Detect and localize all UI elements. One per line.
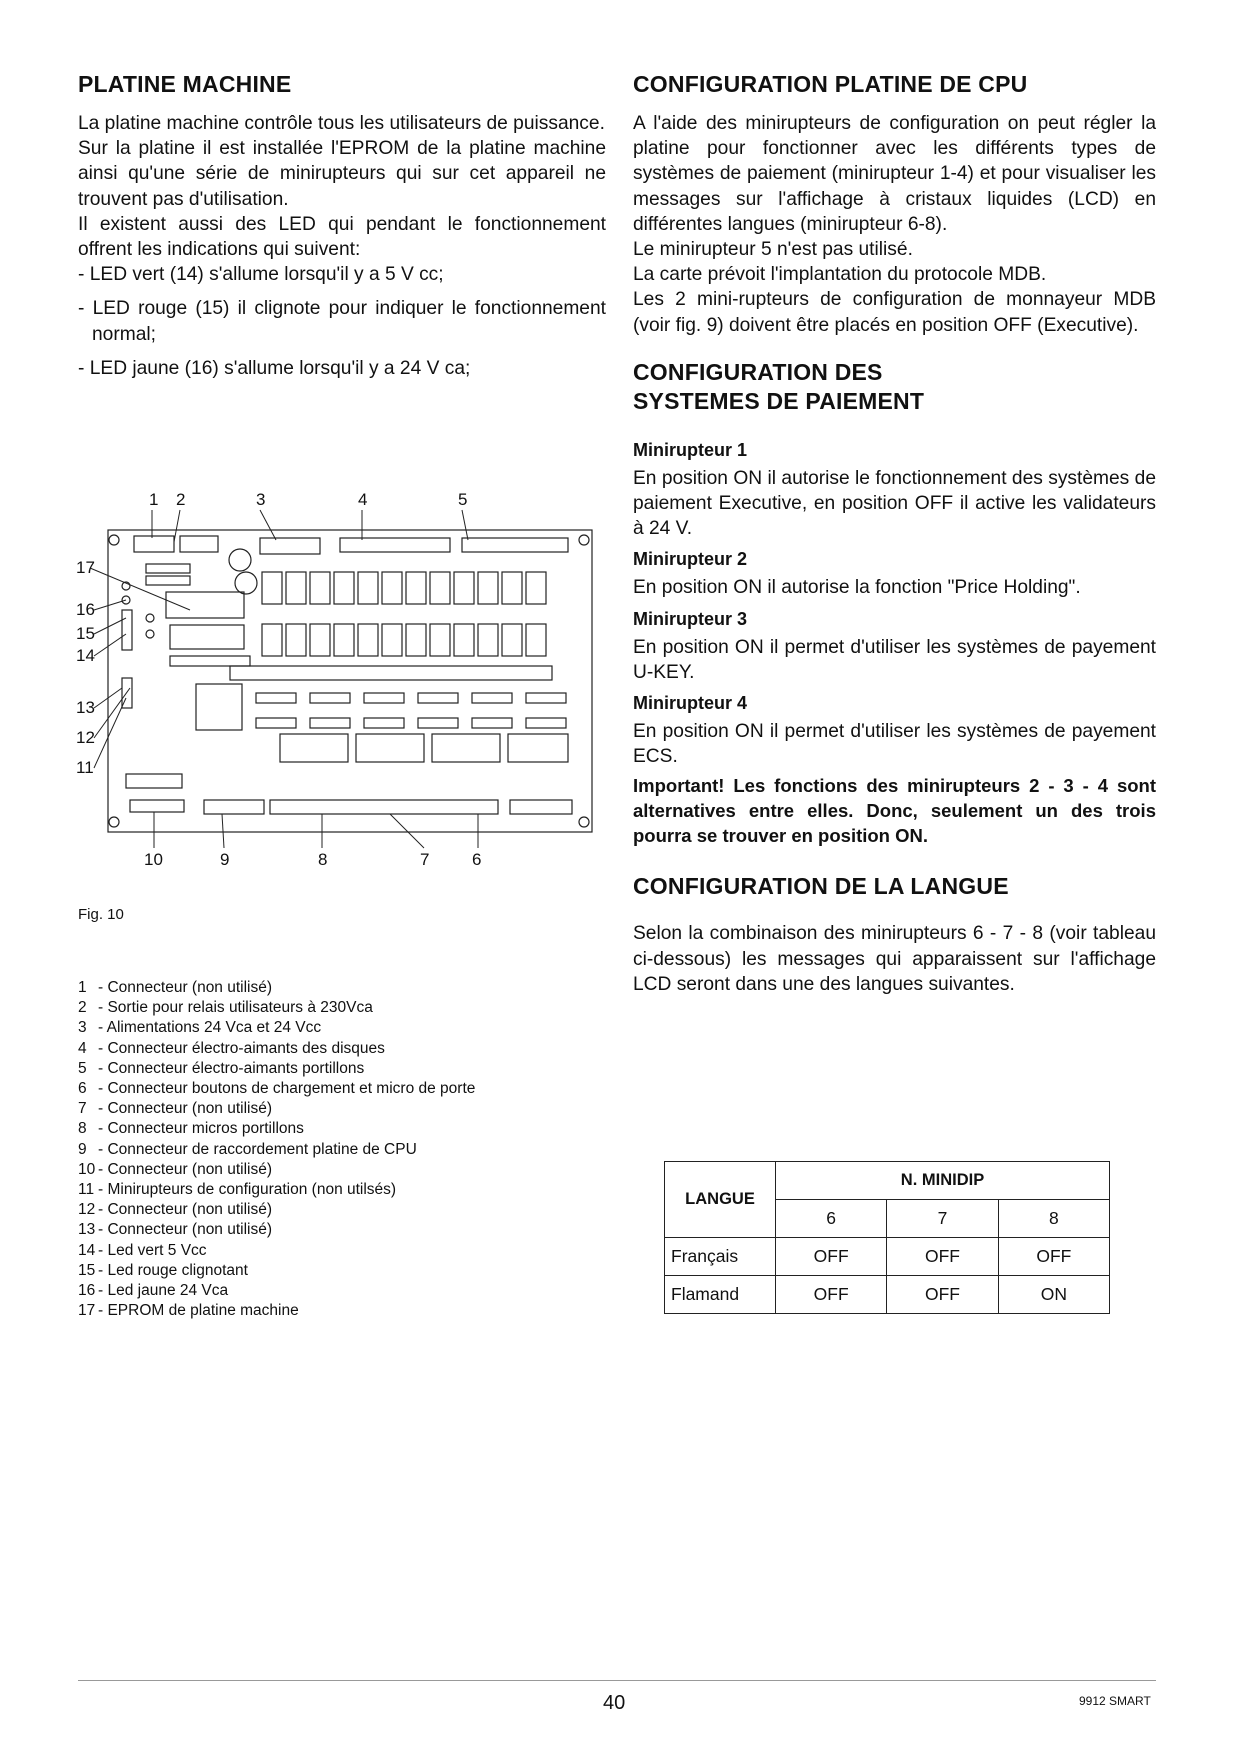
led-item-red: - LED rouge (15) il clignote pour indiquer le fonctionnement normal;: [78, 298, 606, 345]
table-row: [665, 1276, 1110, 1314]
legend-item: 8 - Connecteur micros portillons: [78, 1120, 304, 1138]
callout-11: 11: [76, 758, 94, 777]
legend-item: 14 - Led vert 5 Vcc: [78, 1241, 207, 1259]
legend-item: 4 - Connecteur électro-aimants des disques: [78, 1039, 385, 1057]
callout-1: 1: [149, 490, 159, 509]
table-row: [665, 1238, 1110, 1276]
legend-item: 11 - Minirupteurs de configuration (non utilsés): [78, 1181, 397, 1199]
value-cell: OFF: [776, 1276, 887, 1314]
paragraph: Il existent aussi des LED qui pendant le fonctionnement offrent les indications qui suivent:: [78, 213, 606, 261]
figure-caption: Fig. 10: [78, 906, 124, 923]
legend-item: 10 - Connecteur (non utilisé): [78, 1160, 273, 1178]
minirupteur-title: Minirupteur 1: [633, 439, 748, 460]
dip-6: 6: [776, 1200, 887, 1238]
right-column: [633, 70, 1156, 997]
value-cell: OFF: [887, 1238, 998, 1276]
callout-14: 14: [76, 646, 95, 665]
minirupteur-title: Minirupteur 3: [633, 608, 748, 629]
dip-7: 7: [887, 1200, 998, 1238]
callout-2: 2: [176, 490, 186, 509]
figure-legend: [78, 978, 578, 1321]
minirupteur-2-block: [633, 547, 1156, 600]
paragraph: Le minirupteur 5 n'est pas utilisé.: [633, 239, 913, 261]
paragraph: Sur la platine il est installée l'EPROM de la platine machine ainsi qu'une série de minirupteurs qui sur cet appareil ne trouvent pas d'utilisation.: [78, 138, 606, 210]
callout-17: 17: [76, 558, 95, 577]
language-table: [664, 1161, 1110, 1314]
legend-item: 9 - Connecteur de raccordement platine de CPU: [78, 1140, 417, 1158]
heading-platine-machine: PLATINE MACHINE: [78, 71, 292, 97]
callout-12: 12: [76, 728, 95, 747]
legend-item: 17 - EPROM de platine machine: [78, 1302, 299, 1320]
footer-divider: [78, 1680, 1156, 1681]
circuit-board-figure: [70, 488, 600, 868]
minirupteur-title: Minirupteur 2: [633, 549, 748, 570]
table-header-row: [665, 1162, 1110, 1200]
legend-item: 7 - Connecteur (non utilisé): [78, 1100, 273, 1118]
callout-13: 13: [76, 698, 95, 717]
minirupteur-3-block: [633, 607, 1156, 685]
important-note: Important! Les fonctions des minirupteurs 2 - 3 - 4 sont alternatives entre elles. Donc, seulement un des trois pourra se trouver en position ON.: [633, 775, 1156, 847]
callout-8: 8: [318, 850, 328, 869]
minirupteur-1-block: [633, 438, 1156, 542]
paragraph: En position ON il autorise le fonctionnement des systèmes de paiement Executive, en position OFF il active les validateurs à 24 V.: [633, 467, 1156, 540]
paragraph: Selon la combinaison des minirupteurs 6 - 7 - 8 (voir tableau ci-dessous) les messages qui apparaissent sur l'affichage LCD seront dans une des langues suivantes.: [633, 923, 1156, 995]
legend-item: 16 - Led jaune 24 Vca: [78, 1282, 229, 1300]
paragraph: En position ON il autorise la fonction "Price Holding".: [633, 577, 1081, 599]
callout-15: 15: [76, 624, 95, 643]
callout-4: 4: [358, 490, 368, 509]
lang-cell: Français: [665, 1238, 776, 1276]
paragraph: La carte prévoit l'implantation du protocole MDB.: [633, 264, 1047, 286]
legend-item: 3 - Alimentations 24 Vca et 24 Vcc: [78, 1019, 322, 1037]
lang-cell: Flamand: [665, 1276, 776, 1314]
dip-8: 8: [998, 1200, 1109, 1238]
callout-5: 5: [458, 490, 468, 509]
paragraph: La platine machine contrôle tous les utilisateurs de puissance.: [78, 113, 605, 134]
heading-systemes-paiement: CONFIGURATION DES SYSTEMES DE PAIEMENT: [633, 358, 925, 414]
paragraph: En position ON il permet d'utiliser les systèmes de payement U-KEY.: [633, 636, 1156, 683]
legend-item: 12 - Connecteur (non utilisé): [78, 1201, 273, 1219]
value-cell: OFF: [776, 1238, 887, 1276]
callout-7: 7: [420, 850, 430, 869]
callout-16: 16: [76, 600, 95, 619]
callout-6: 6: [472, 850, 482, 869]
minirupteur-title: Minirupteur 4: [633, 693, 748, 714]
callout-10: 10: [144, 850, 163, 869]
callout-9: 9: [220, 850, 230, 869]
value-cell: ON: [998, 1276, 1109, 1314]
led-item-yellow: - LED jaune (16) s'allume lorsqu'il y a 24 V ca;: [78, 357, 471, 379]
circuit-board-drawing: [70, 488, 600, 868]
minirupteur-4-block: [633, 691, 1156, 769]
page-number: 40: [603, 1692, 626, 1714]
header-minidip: N. MINIDIP: [776, 1162, 1110, 1200]
document-code: 9912 SMART: [1079, 1694, 1151, 1708]
paragraph: Les 2 mini-rupteurs de configuration de monnayeur MDB (voir fig. 9) doivent être placés en position OFF (Executive).: [633, 289, 1156, 336]
callout-3: 3: [256, 490, 266, 509]
heading-configuration-langue: CONFIGURATION DE LA LANGUE: [633, 873, 1009, 900]
paragraph: A l'aide des minirupteurs de configuration on peut régler la platine pour fonctionner avec les différents types de systèmes de paiement (minirupteur 1-4) et pour visualiser les messages sur l'affichage à cristaux liquides (LCD) en différentes langues (minirupteur 6-8).: [633, 113, 1156, 235]
legend-item: 5 - Connecteur électro-aimants portillons: [78, 1059, 365, 1077]
heading-configuration-cpu: CONFIGURATION PLATINE DE CPU: [633, 71, 1028, 97]
legend-item: 13 - Connecteur (non utilisé): [78, 1221, 273, 1239]
left-column: [78, 70, 606, 381]
value-cell: OFF: [887, 1276, 998, 1314]
value-cell: OFF: [998, 1238, 1109, 1276]
header-langue: LANGUE: [665, 1162, 776, 1238]
led-item-green: - LED vert (14) s'allume lorsqu'il y a 5 V cc;: [78, 264, 444, 286]
paragraph: En position ON il permet d'utiliser les systèmes de payement ECS.: [633, 721, 1156, 768]
legend-item: 15 - Led rouge clignotant: [78, 1261, 248, 1279]
legend-item: 6 - Connecteur boutons de chargement et micro de porte: [78, 1080, 476, 1098]
legend-item: 2 - Sortie pour relais utilisateurs à 230Vca: [78, 999, 373, 1017]
legend-item: 1 - Connecteur (non utilisé): [78, 979, 273, 996]
